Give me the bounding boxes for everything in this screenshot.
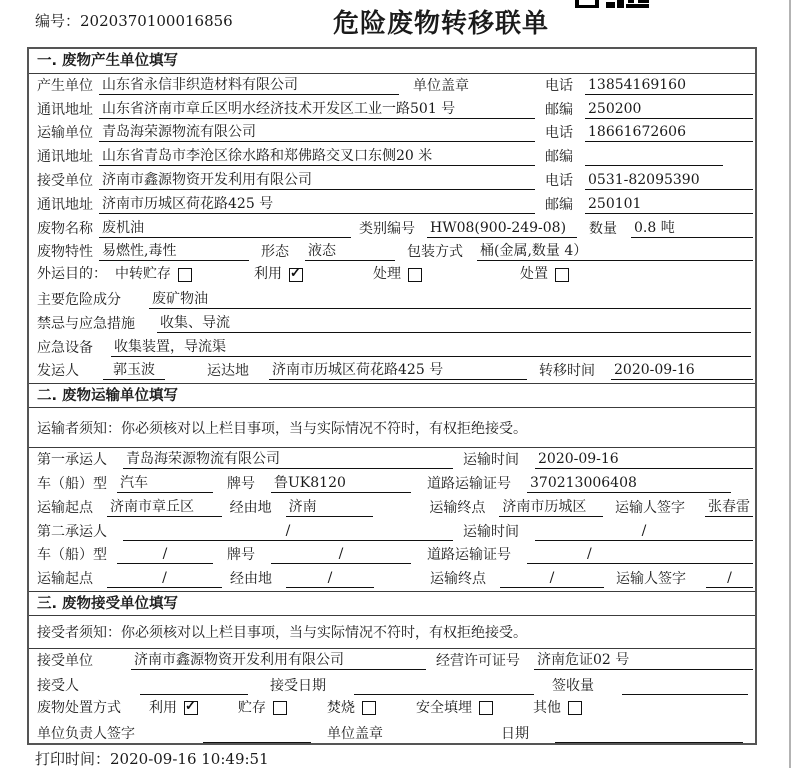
- receiver-notice: 接受者须知：你必须核对以上栏目事项，当与实际情况不符时，有权拒绝接受。: [29, 616, 755, 649]
- address-label: 通讯地址: [37, 149, 93, 166]
- option-label: 安全填埋: [416, 699, 472, 716]
- plate-label: 牌号: [227, 475, 255, 492]
- row-receiver-address: [29, 193, 755, 217]
- transfer-time-label: 转移时间: [539, 363, 595, 380]
- zip-value: 250101: [585, 196, 753, 214]
- origin-value: /: [107, 570, 222, 588]
- carrier-sign-value: /: [706, 570, 753, 588]
- origin-label: 运输起点: [37, 571, 93, 588]
- destination-value: 济南市历城区荷花路425 号: [269, 362, 527, 380]
- license-value: 济南危证02 号: [534, 652, 753, 670]
- print-time: [35, 748, 269, 769]
- section3-header: 三. 废物接受单位填写: [29, 591, 755, 616]
- purpose-label: 外运目的：: [37, 266, 107, 283]
- option-label: 利用: [254, 266, 282, 283]
- row-route1: [29, 496, 755, 520]
- disposal-label: 废物处置方式: [37, 699, 121, 716]
- packing-label: 包装方式: [407, 244, 463, 261]
- receiver-label: 接受单位: [37, 172, 93, 189]
- manifest-form: [27, 47, 757, 745]
- disposal-option: [238, 700, 287, 717]
- vehicle-type-value: /: [117, 546, 213, 564]
- option-label: 中转贮存: [115, 266, 171, 283]
- purpose-option: [115, 266, 192, 283]
- producer-value: 山东省永信非织造材料有限公司: [99, 77, 399, 95]
- carrier1-label: 第一承运人: [37, 452, 107, 469]
- form-label: 形态: [261, 244, 289, 261]
- transport-time-label: 运输时间: [463, 452, 519, 469]
- row-accept-unit: [29, 649, 755, 673]
- vehicle-type-label: 车（船）型: [37, 475, 107, 492]
- purpose-option: [254, 266, 303, 283]
- end-label: 运输终点: [429, 499, 486, 516]
- plate-label: 牌号: [227, 547, 255, 564]
- plate-value: 鲁UK8120: [271, 475, 411, 493]
- row-head-sign: [29, 722, 755, 745]
- option-label: 利用: [149, 699, 177, 716]
- via-label: 经由地: [230, 571, 272, 588]
- carrier-sign-label: 运输人签字: [615, 499, 685, 516]
- carrier1-value: 青岛海荣源物流有限公司: [123, 451, 453, 469]
- unit-seal-label: 单位盖章: [413, 77, 469, 94]
- waste-name-label: 废物名称: [37, 220, 93, 237]
- transport-time-value: /: [535, 523, 753, 541]
- destination-label: 运达地: [207, 363, 249, 380]
- checkbox-icon: [273, 701, 287, 715]
- plate-value: /: [271, 546, 411, 564]
- row-disposal: [29, 698, 755, 722]
- row-equipment: [29, 336, 755, 360]
- option-label: 焚烧: [327, 699, 355, 716]
- phone-value: 18661672606: [585, 124, 753, 142]
- transfer-time-value: 2020-09-16: [611, 362, 753, 380]
- equipment-label: 应急设备: [37, 339, 93, 356]
- transport-time-label: 运输时间: [463, 523, 519, 540]
- vehicle-type-value: 汽车: [117, 475, 213, 493]
- checkbox-icon: [184, 701, 198, 715]
- checkbox-icon: [289, 268, 303, 282]
- phone-label: 电话: [545, 77, 573, 94]
- qr-code-fragment: [575, 0, 649, 8]
- quantity-value: 0.8 吨: [631, 220, 753, 238]
- acceptor-value: [140, 679, 248, 695]
- producer-label: 产生单位: [37, 77, 93, 94]
- section2-header: 二. 废物运输单位填写: [29, 383, 755, 408]
- row-purpose: [29, 264, 755, 288]
- page-title: 危险废物转移联单: [333, 9, 550, 39]
- print-time-value: 2020-09-16 10:49:51: [110, 750, 269, 768]
- checkbox-icon: [555, 268, 569, 282]
- option-label: 贮存: [238, 699, 266, 716]
- row-acceptor: [29, 673, 755, 697]
- option-label: 处置: [520, 266, 548, 283]
- phone-label: 电话: [545, 172, 573, 189]
- zip-label: 邮编: [545, 149, 573, 166]
- disposal-option: [327, 700, 376, 717]
- via-label: 经由地: [229, 499, 272, 516]
- date-label: 日期: [501, 725, 529, 742]
- address-value: 山东省济南市章丘区明水经济技术开发区工业一路501 号: [99, 101, 535, 119]
- disposal-option: [533, 700, 582, 717]
- print-time-label: 打印时间：: [35, 750, 111, 768]
- form-value: 液态: [305, 243, 395, 261]
- road-cert-value: /: [527, 546, 753, 564]
- road-cert-label: 道路运输证号: [427, 547, 511, 564]
- road-cert-label: 道路运输证号: [427, 475, 511, 492]
- property-value: 易燃性,毒性: [99, 243, 249, 261]
- address-label: 通讯地址: [37, 101, 93, 118]
- row-receiver: [29, 169, 755, 193]
- checkbox-icon: [362, 701, 376, 715]
- packing-value: 桶(金属,数量 4）: [477, 243, 753, 261]
- hazard-label: 主要危险成分: [37, 291, 121, 308]
- serial-value: 2020370100016856: [80, 12, 233, 30]
- row-taboo: [29, 312, 755, 336]
- zip-label: 邮编: [545, 196, 573, 213]
- hazard-value: 废矿物油: [149, 291, 751, 309]
- head-sign-label: 单位负责人签字: [37, 725, 135, 742]
- carrier2-value: /: [123, 523, 453, 541]
- transporter-value: 青岛海荣源物流有限公司: [99, 124, 535, 142]
- transporter-label: 运输单位: [37, 125, 93, 142]
- row-producer-address: [29, 98, 755, 122]
- carrier2-label: 第二承运人: [37, 523, 107, 540]
- phone-label: 电话: [545, 125, 573, 142]
- row-carrier1: [29, 448, 755, 472]
- zip-label: 邮编: [545, 101, 573, 118]
- carrier-sign-label: 运输人签字: [616, 571, 686, 588]
- category-label: 类别编号: [359, 220, 415, 237]
- row-transporter-address: [29, 145, 755, 169]
- serial-number: [35, 10, 233, 31]
- consignor-value: 郭玉波: [103, 362, 165, 380]
- section1-header: 一. 废物产生单位填写: [29, 49, 755, 74]
- row-route2: [29, 567, 755, 591]
- phone-value: 13854169160: [585, 77, 753, 95]
- taboo-value: 收集、导流: [157, 315, 751, 333]
- accept-unit-label: 接受单位: [37, 653, 93, 670]
- phone-value: 0531-82095390: [585, 172, 753, 190]
- disposal-option: [416, 700, 493, 717]
- acceptor-label: 接受人: [37, 677, 79, 694]
- row-carrier2: [29, 520, 755, 544]
- serial-label: 编号：: [35, 12, 81, 30]
- address-label: 通讯地址: [37, 196, 93, 213]
- received-qty-label: 签收量: [552, 677, 594, 694]
- row-hazard: [29, 288, 755, 312]
- row-transporter: [29, 122, 755, 146]
- license-label: 经营许可证号: [436, 653, 520, 670]
- accept-unit-value: 济南市鑫源物资开发利用有限公司: [131, 652, 426, 670]
- head-sign-value: [203, 727, 311, 743]
- transport-time-value: 2020-09-16: [535, 451, 753, 469]
- checkbox-icon: [479, 701, 493, 715]
- checkbox-icon: [178, 268, 192, 282]
- road-cert-value: 370213006408: [527, 475, 731, 493]
- zip-value: 250200: [585, 101, 753, 119]
- via-value: /: [286, 570, 374, 588]
- zip-value: [585, 150, 723, 166]
- received-qty-value: [622, 679, 748, 695]
- row-waste-property: [29, 241, 755, 265]
- vehicle-type-label: 车（船）型: [37, 547, 107, 564]
- quantity-label: 数量: [589, 220, 617, 237]
- carrier-sign-value: 张春雷: [705, 499, 753, 517]
- unit-seal-label: 单位盖章: [327, 725, 383, 742]
- consignor-label: 发运人: [37, 363, 79, 380]
- address-value: 济南市历城区荷花路425 号: [99, 196, 535, 214]
- end-value: /: [500, 570, 604, 588]
- checkbox-icon: [408, 268, 422, 282]
- purpose-option: [373, 266, 422, 283]
- waste-name-value: 废机油: [99, 220, 351, 238]
- row-consignor: [29, 360, 755, 384]
- end-label: 运输终点: [430, 571, 486, 588]
- via-value: 济南: [286, 499, 374, 517]
- origin-value: 济南市章丘区: [107, 499, 222, 517]
- equipment-value: 收集装置，导流渠: [111, 339, 751, 357]
- option-label: 其他: [533, 699, 561, 716]
- purpose-option: [520, 266, 569, 283]
- checkbox-icon: [568, 701, 582, 715]
- disposal-option: [149, 700, 198, 717]
- page-edge-line: [789, 0, 791, 768]
- taboo-label: 禁忌与应急措施: [37, 315, 135, 332]
- origin-label: 运输起点: [37, 499, 93, 516]
- accept-date-label: 接受日期: [270, 677, 326, 694]
- row-producer: [29, 74, 755, 98]
- date-value: [555, 727, 743, 743]
- row-vehicle2: [29, 544, 755, 568]
- address-value: 山东省青岛市李沧区徐水路和郑佛路交叉口东侧20 米: [99, 148, 535, 166]
- row-waste-name: [29, 217, 755, 241]
- option-label: 处理: [373, 266, 401, 283]
- accept-date-value: [354, 679, 534, 695]
- row-vehicle1: [29, 472, 755, 496]
- transporter-notice: 运输者须知：你必须核对以上栏目事项，当与实际情况不符时，有权拒绝接受。: [29, 408, 755, 448]
- receiver-value: 济南市鑫源物资开发利用有限公司: [99, 172, 535, 190]
- category-value: HW08(900-249-08): [427, 220, 577, 238]
- end-value: 济南市历城区: [499, 499, 603, 517]
- property-label: 废物特性: [37, 244, 93, 261]
